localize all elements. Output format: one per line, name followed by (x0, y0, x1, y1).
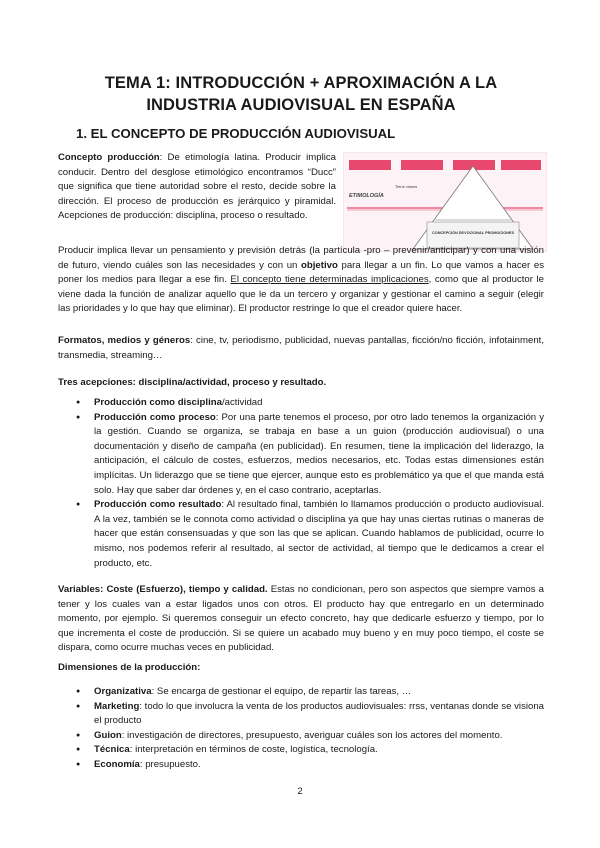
list-item (94, 411, 544, 499)
item-text: : todo lo que involucra la venta de los productos audiovisuales: rrss, ventanas donde se visiona el producto (94, 700, 544, 727)
intro-text: : De etimología latina. Producir implica conducir. Dentro del desglose etimológico encontramos “Ducc” que significa que tiene autoridad sobre el resto, decide sobre la dirección. El proceso de producción es jerárquico y piramidal. Acepciones de producción: disciplina, proceso o resultado. (58, 152, 337, 222)
figure-left-label: Tiene clases (395, 184, 418, 189)
page-title: TEMA 1: INTRODUCCIÓN + APROXIMACIÓN A LA INDUSTRIA AUDIOVISUAL EN ESPAÑA (104, 74, 498, 114)
text-run: para llegar a un fin. Lo que vamos a hacer es poner los medios para llegar a ese fin. (58, 259, 544, 286)
item-text: : Se encarga de gestionar el equipo, de repartir las tareas, … (151, 686, 412, 697)
list-item (94, 743, 544, 758)
item-label: Técnica (94, 744, 130, 756)
text-run: Producir implica llevar un pensamiento y previsión detrás (la partícula -pro – prevenir/anticipar) y con una visión de futuro, viendo cuáles son las necesidades y con un (58, 245, 544, 271)
list-item (94, 685, 544, 700)
section-heading: 1. EL CONCEPTO DE PRODUCCIÓN AUDIOVISUAL (76, 126, 396, 141)
figure-box-1 (349, 160, 391, 170)
item-text: : Por una parte tenemos el proceso, por otro lado tenemos la organización y la gestión. Cuando se organiza, se trabaja en base a un guion (producción audiovisual) o una documentación y diseño de campaña (en publicidad). En resumen, tiene la implicación del liderazgo, la anticipación, el cálculo de costes, esfuerzos, medios necesarios, etc. Todas estas dimensiones están implícitas. Un liderazgo que se tiene que ejercer, aunque esto es problemático ya que el que manda está solo. Hay que saber dar órdenes y, en el caso contrario, aceptarlas. (94, 411, 544, 496)
item-text: : interpretación en términos de coste, logística, tecnología. (129, 744, 378, 756)
item-label: Producción como resultado (94, 499, 222, 511)
figure-side-label: ETIMOLOGÍA (349, 193, 384, 199)
acepciones-list (94, 396, 544, 571)
item-label: Marketing (94, 700, 140, 712)
page-number: 2 (297, 786, 303, 797)
text-run: , como que al productor le viene dada la función de analizar aquello que le da un tercero y organizar y gestionar el camino a seguir (elegir las prioridades y lo que hay que eliminar). El productor restringe lo que el creador quiere hacer. (58, 274, 544, 315)
item-label: Economía (94, 758, 140, 770)
list-item (94, 758, 544, 773)
figure-box-2 (401, 160, 443, 170)
item-text: /actividad (221, 397, 263, 408)
formatos-label: Formatos, medios y géneros (58, 335, 191, 346)
paragraph-variables (58, 583, 544, 656)
item-text: : Al resultado final, también lo llamamos producción o producto audiovisual. A la vez, también se le connota como actividad o disciplina ya que hay unas ciertas rutinas o maneras de hacer que están consensuadas y que son las que se aplican. Cuando hablamos de publicidad, ocurre lo mismo, nos podemos referir al resultado, al sector de actividad, al tiempo que le dedicamos a crear el producto, etc. (94, 499, 544, 569)
dimensiones-heading: Dimensiones de la producción: (58, 662, 201, 673)
item-label: Producción como disciplina (94, 397, 222, 408)
paragraph-implica (58, 244, 544, 317)
list-item (94, 700, 544, 729)
figure-box-4 (501, 160, 541, 170)
acepciones-heading: Tres acepciones: disciplina/actividad, proceso y resultado. (58, 377, 327, 388)
underlined-run: El concepto tiene determinadas implicaciones (230, 274, 429, 286)
intro-paragraph (58, 151, 336, 224)
paragraph-formatos (58, 334, 544, 363)
production-pyramid-figure (343, 152, 547, 252)
item-label: Guion (94, 729, 122, 741)
item-label: Organizativa (94, 686, 152, 697)
item-label: Producción como proceso (94, 411, 216, 423)
item-text: : presupuesto. (139, 758, 201, 770)
item-text: : investigación de directores, presupuesto, averiguar cuáles son los actores del momento. (121, 729, 503, 741)
intro-label: Concepto producción (58, 152, 160, 163)
bold-run: objetivo (301, 259, 338, 271)
list-item (94, 729, 544, 744)
variables-text: Estas no condicionan, pero son aspectos que siempre vamos a tener y los cuales van a estar ligados unos con otros. El producto hay que entregarlo en un determinado momento, por ejemplo. Si queremos conseguir un efecto concreto, hay que dedicarle esfuerzo y tiempo, por lo que incrementa el coste de producción. Si se quiere un acabado muy bueno y en muy poco tiempo, el coste se dispara, como ocurre muchas veces en publicidad. (58, 584, 545, 654)
variables-label: Variables: Coste (Esfuerzo), tiempo y calidad. (58, 584, 268, 595)
dimensiones-list (94, 685, 544, 773)
list-item (94, 498, 544, 571)
figure-base-label: CONCEPCIÓN DEVOCIONAL PROMOCIONES (432, 231, 514, 235)
list-item (94, 396, 544, 411)
formatos-text: : cine, tv, periodismo, publicidad, nuevas pantallas, ficción/no ficción, infotainment, transmedia, streaming… (58, 335, 544, 361)
